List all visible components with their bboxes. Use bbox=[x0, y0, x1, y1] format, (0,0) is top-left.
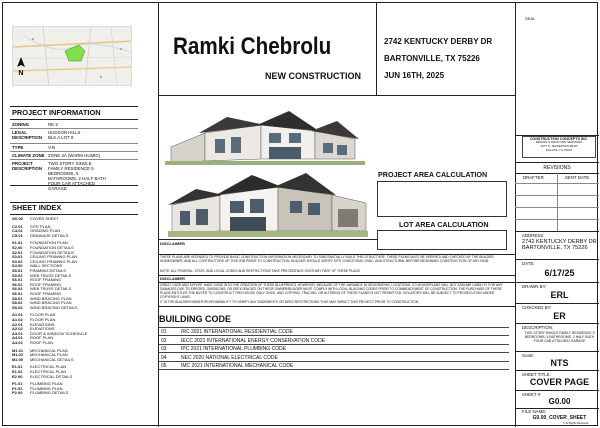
sheet-code: S1.01 bbox=[12, 240, 23, 246]
building-code-row bbox=[159, 345, 509, 353]
sheet-code: S2.01 bbox=[12, 249, 23, 255]
file-name-label: FILE NAME: bbox=[522, 409, 547, 414]
sheet-code: P1.01 bbox=[12, 381, 23, 387]
disclaimer-1-heading: DISCLAIMER bbox=[160, 241, 185, 246]
sheet-name: ELECTRICAL DETAILS bbox=[30, 373, 73, 379]
firm-line: DESIGN & DRAFTING SERVICES bbox=[535, 140, 583, 145]
sheet-name: DRAINAGE DETAILS bbox=[30, 232, 69, 238]
address-value: 2742 KENTUCKY DERBY DR BARTONVILLE, TX 75226 bbox=[522, 239, 597, 251]
sheet-code: A4.01 bbox=[12, 335, 23, 341]
code-text: NEC 2020 NATIONAL ELECTRICAL CODE bbox=[181, 354, 278, 361]
sheet-name: MECHANICAL DETAILS bbox=[30, 356, 74, 362]
sheet-code: S8.02 bbox=[12, 300, 23, 306]
sheet-name: ROOF FRAMING bbox=[30, 277, 62, 283]
file-name-value: G0.00_COVER_SHEET bbox=[532, 415, 587, 421]
code-number: 02 bbox=[161, 337, 167, 344]
sheet-code: A1.01 bbox=[12, 312, 23, 318]
info-label: TYPE bbox=[12, 145, 24, 150]
house-rendering-rear bbox=[165, 103, 365, 165]
sheet-title-value: COVER PAGE bbox=[529, 377, 590, 387]
address-label: ADDRESS: bbox=[522, 233, 545, 238]
date-label: DATE: bbox=[522, 261, 535, 266]
sheet-code: S5.01 bbox=[12, 268, 23, 273]
info-value: RE-2 bbox=[48, 122, 59, 127]
firm-line: DALLAS, TX 75201 bbox=[545, 148, 573, 152]
sheet-code: S4.00 bbox=[12, 263, 23, 269]
code-number: 04 bbox=[161, 354, 167, 361]
description-label: DESCRIPTION: bbox=[522, 325, 554, 330]
sheet-name: ELEVATIONS bbox=[30, 326, 55, 332]
sheet-code: A4.02 bbox=[12, 340, 23, 345]
info-value: TWO STORY SINGLE FAMILY RESIDENCE 5 BEDROOMS, 5 BATHROOMS, 2 HALF BATH FOUR CAR ATTACHED GARAGE bbox=[48, 161, 106, 191]
description-value: TWO STORY SINGLE FAMILY RESIDENCE 5 BEDROOMS, 5 BATHROOMS, 2 HALF BATH FOUR CAR ATTACHED GARAGE bbox=[524, 331, 595, 344]
sheet-name: FRAMING DETAILS bbox=[30, 268, 66, 273]
sheet-code: C4.01 bbox=[12, 228, 23, 234]
code-number: 05 bbox=[161, 363, 167, 370]
sheet-title-label: SHEET TITLE: bbox=[522, 372, 551, 377]
sheet-name: PLUMBING PLAN bbox=[30, 385, 63, 391]
project-area-table bbox=[377, 181, 507, 217]
sheet-index-row bbox=[12, 234, 132, 239]
info-value: HUDSON HILLS BLK A LOT 9 bbox=[48, 130, 81, 140]
sheet-code: P1.02 bbox=[12, 385, 23, 391]
checked-by-value: ER bbox=[553, 311, 566, 321]
revisions-label: REVISIONS bbox=[543, 165, 571, 171]
sheet-code: A3.01 bbox=[12, 330, 23, 336]
code-text: IECC 2021 INTERNATIONAL ENERGY CONSERVATION CODE bbox=[181, 337, 326, 344]
code-text: IMC 2021 INTERNATIONAL MECHANICAL CODE bbox=[181, 363, 294, 370]
building-code-heading: BUILDING CODE bbox=[159, 314, 231, 324]
sheet-number-label: SHEET #: bbox=[522, 392, 542, 397]
lot-area-table bbox=[377, 230, 507, 250]
lot-area-heading: LOT AREA CALCULATION bbox=[399, 220, 489, 229]
location-map bbox=[12, 26, 132, 86]
sheet-name: PLUMBING PLAN bbox=[30, 381, 63, 387]
scale-label: Scale: bbox=[522, 353, 535, 358]
building-code-row bbox=[159, 354, 509, 362]
sheet-code: P2.00 bbox=[12, 390, 23, 396]
firm-name: CONSTRUCTION CONCEPTS INC. bbox=[529, 137, 589, 141]
sheet-index-row bbox=[12, 341, 132, 346]
sheet-name: FLOOR PLAN bbox=[30, 317, 56, 322]
date-value: 6/17/25 bbox=[544, 268, 575, 278]
sheet-index-row bbox=[12, 375, 132, 380]
sheet-name: ELECTRICAL PLAN bbox=[30, 364, 67, 370]
drawing-sheet bbox=[2, 2, 598, 426]
project-information-heading: PROJECT INFORMATION bbox=[12, 108, 101, 117]
sheet-code: A2.02 bbox=[12, 326, 23, 332]
address-line1: 2742 KENTUCKY DERBY DR bbox=[384, 37, 493, 46]
sheet-code: S6.03 bbox=[12, 286, 23, 292]
building-code-row bbox=[159, 328, 509, 336]
project-date: JUN 16TH, 2025 bbox=[384, 71, 445, 80]
sheet-name: CEILING FRAMING PLAN bbox=[30, 254, 78, 260]
firm-stamp bbox=[522, 136, 596, 158]
sheet-name: WIND BRACING PLAN bbox=[30, 295, 72, 301]
sheet-code: A1.02 bbox=[12, 317, 23, 322]
sheet-name: FLOOR PLAN bbox=[30, 312, 56, 318]
sheet-name: ROOF PLAN bbox=[30, 335, 54, 341]
sheet-code: S6.01 bbox=[12, 277, 23, 283]
disclaimer-2-heading: DISCLAIMER bbox=[160, 276, 185, 281]
sheet-index-row bbox=[12, 391, 132, 396]
sheet-code: S5.02 bbox=[12, 272, 23, 278]
sheet-code: E1.02 bbox=[12, 369, 23, 374]
info-label: LEGAL DESCRIPTION bbox=[12, 130, 43, 140]
sheet-code: S8.01 bbox=[12, 295, 23, 301]
sheet-name: WIND BRACING DETAILS bbox=[30, 304, 78, 310]
info-label: CLIMATE ZONE bbox=[12, 153, 45, 158]
sheet-index-heading: SHEET INDEX bbox=[12, 203, 62, 212]
code-text: IPC 2021 INTERNATIONAL PLUMBING CODE bbox=[181, 346, 287, 353]
firm-line: 1977 S. JEFFERSON BLVD bbox=[540, 144, 578, 149]
sheet-name: WEB TRUSS DETAILS bbox=[30, 272, 72, 278]
sheet-name: ROOF PLAN bbox=[30, 340, 54, 345]
sheet-code: S2.00 bbox=[12, 245, 23, 250]
sheet-name: WALL SECTIONS bbox=[30, 263, 63, 269]
map-graphic bbox=[13, 27, 132, 86]
sheet-name: PLUMBING DETAILS bbox=[30, 390, 69, 396]
house-rendering-front bbox=[168, 169, 368, 237]
info-label: ZONING bbox=[12, 122, 30, 127]
sheet-name: ELECTRICAL PLAN bbox=[30, 369, 67, 374]
sheet-index-row bbox=[12, 217, 132, 222]
revisions-col-sent: SENT DATE bbox=[565, 175, 590, 180]
sheet-name: SITE PLAN bbox=[30, 223, 51, 229]
revisions-col-drafter: DRAFTER bbox=[523, 175, 544, 180]
drawn-by-label: DRAWN BY: bbox=[522, 284, 547, 289]
sheet-name: ROOF FRAMING bbox=[30, 291, 62, 296]
sheet-code: A2.01 bbox=[12, 321, 23, 327]
seal-label: SEAL bbox=[525, 16, 536, 21]
sheet-index-row bbox=[12, 306, 132, 311]
sheet-name: FOUNDATION DETAILS bbox=[30, 245, 74, 250]
sheet-code: S6.02 bbox=[12, 281, 23, 287]
sheet-name: FOUNDATION DETAILS bbox=[30, 249, 74, 255]
sheet-code: S6.01 bbox=[12, 291, 23, 296]
svg-text:N: N bbox=[18, 70, 24, 77]
sheet-code: C5.01 bbox=[12, 232, 23, 238]
drawn-by-value: ERL bbox=[550, 290, 569, 300]
building-code-row bbox=[159, 337, 509, 345]
sheet-name: ROOF FRAMING bbox=[30, 281, 62, 287]
sheet-name: WIND BRACING PLAN bbox=[30, 300, 72, 306]
sheet-code: C2.01 bbox=[12, 223, 23, 229]
sheet-name: FOUNDATION PLAN bbox=[30, 240, 68, 246]
sheet-code: E1.01 bbox=[12, 364, 23, 370]
code-number: 01 bbox=[161, 329, 167, 335]
sheet-code: S3.02 bbox=[12, 258, 23, 264]
sheet-name: ELEVATIONS bbox=[30, 321, 55, 327]
sheet-name: COVER SHEET bbox=[30, 216, 59, 221]
info-label: PROJECT DESCRIPTION bbox=[12, 161, 43, 171]
rights-text: © All Rights Reserved bbox=[563, 422, 589, 425]
sheet-code: M1.01 bbox=[12, 347, 24, 353]
sheet-name: MECHANICAL PLAN bbox=[30, 352, 68, 358]
info-value: ZONE 3A (WARM HUMID) bbox=[48, 153, 101, 158]
disclaimer-1-text: THESE PLANS ARE INTENDED TO PROVIDE BASIC CONSTRUCTION INFORMATION NECESSARY TO SUBSTANTIALLY BUILD THIS STRUCTURE. THESE PLANS MUST BE VERIFIED AND CHECKED BY THE BUILDER, HOMEOWNER, AND ALL CONTRACTORS OF THIS JOB PRIOR TO CONSTRUCTION. BUILDER SHOULD VERIFY SITE CONDITIONS, HVAC, AND STRUCTURAL BEFORE BEGINNING CONSTRUCTION OF ANY KIND. bbox=[160, 255, 495, 264]
sheet-name: WEB TRUSS DETAILS bbox=[30, 286, 72, 292]
checked-by-label: CHECKED BY: bbox=[522, 305, 552, 310]
sheet-name: MECHANICAL PLAN bbox=[30, 347, 68, 353]
disclaimer-2-text: GREAT CARE AND EFFORT HAVE GONE INTO THE CREATION OF THESE BLUEPRINTS. HOWEVER, BECAUSE OF THE VARIANCE IN GEOGRAPHIC LOCATIONS, CO-HOUSEPLANS WILL NOT ASSUME LIABILITY FOR ANY DAMAGES DUE TO ERRORS, OMISSIONS, OR DEFICIENCIES ON THESE OWNER/BUILDER MUST COMPLY WITH LOCAL BUILDING CODES PRIOR TO COMMENCEMENT OF CONSTRUCTION. THE PURCHASE OF THESE PLANS ENTITLES THE BUYER TO CONSTRUCT THIS HOUSE ONLY ONCE, AND COPYING, TRACING, OR ALTERING OF THESE PLANS IS NOT PERMITTED. VIOLATORS WILL BE SUBJECT TO PROSECUTION UNDER COPYRIGHT LAWS. bbox=[160, 283, 503, 300]
sheet-name: DOOR & WINDOW SCHEDULE bbox=[30, 330, 88, 336]
scale-value: NTS bbox=[550, 358, 569, 368]
sheet-name: CEILING FRAMING PLAN bbox=[30, 258, 78, 264]
code-number: 03 bbox=[161, 346, 167, 353]
project-area-heading: PROJECT AREA CALCULATION bbox=[378, 170, 488, 179]
address-line2: BARTONVILLE, TX 75226 bbox=[384, 54, 480, 63]
sheet-code: S8.03 bbox=[12, 304, 23, 310]
disclaimer-2-note: IT IS THE BUILDER/OWNER RESPONSIBILITY TO VERIFY ANY EASEMENTS OR DEED RESTRICTIONS THAT MAY IMPACT THIS PROJECT PRIOR TO CONSTRUCTION. bbox=[160, 300, 420, 304]
building-code-row bbox=[159, 362, 509, 370]
north-arrow-icon bbox=[17, 57, 25, 79]
info-value: V-B bbox=[48, 145, 56, 150]
sheet-code: M2.00 bbox=[12, 356, 24, 362]
sheet-name: GRADING PLAN bbox=[30, 228, 61, 234]
sheet-code: M1.02 bbox=[12, 352, 24, 358]
sheet-number-value: G0.00 bbox=[548, 397, 571, 406]
sheet-code: S3.01 bbox=[12, 254, 23, 260]
disclaimer-1-note: NOTE: ALL FEDERAL, STATE, AND LOCAL CODES AND RESTRICTIONS TAKE PRECEDENCE OVER ANY PART OF THESE PLANS. bbox=[160, 269, 361, 273]
sheet-index-row bbox=[12, 358, 132, 363]
sheet-code: E2.00 bbox=[12, 373, 23, 379]
sheet-code: G0.00 bbox=[12, 216, 23, 221]
project-type: NEW CONSTRUCTION bbox=[265, 71, 361, 81]
code-text: IRC 2021 INTERNATIONAL RESIDENTIAL CODE bbox=[181, 329, 293, 335]
owner-name: Ramki Chebrolu bbox=[173, 33, 332, 60]
